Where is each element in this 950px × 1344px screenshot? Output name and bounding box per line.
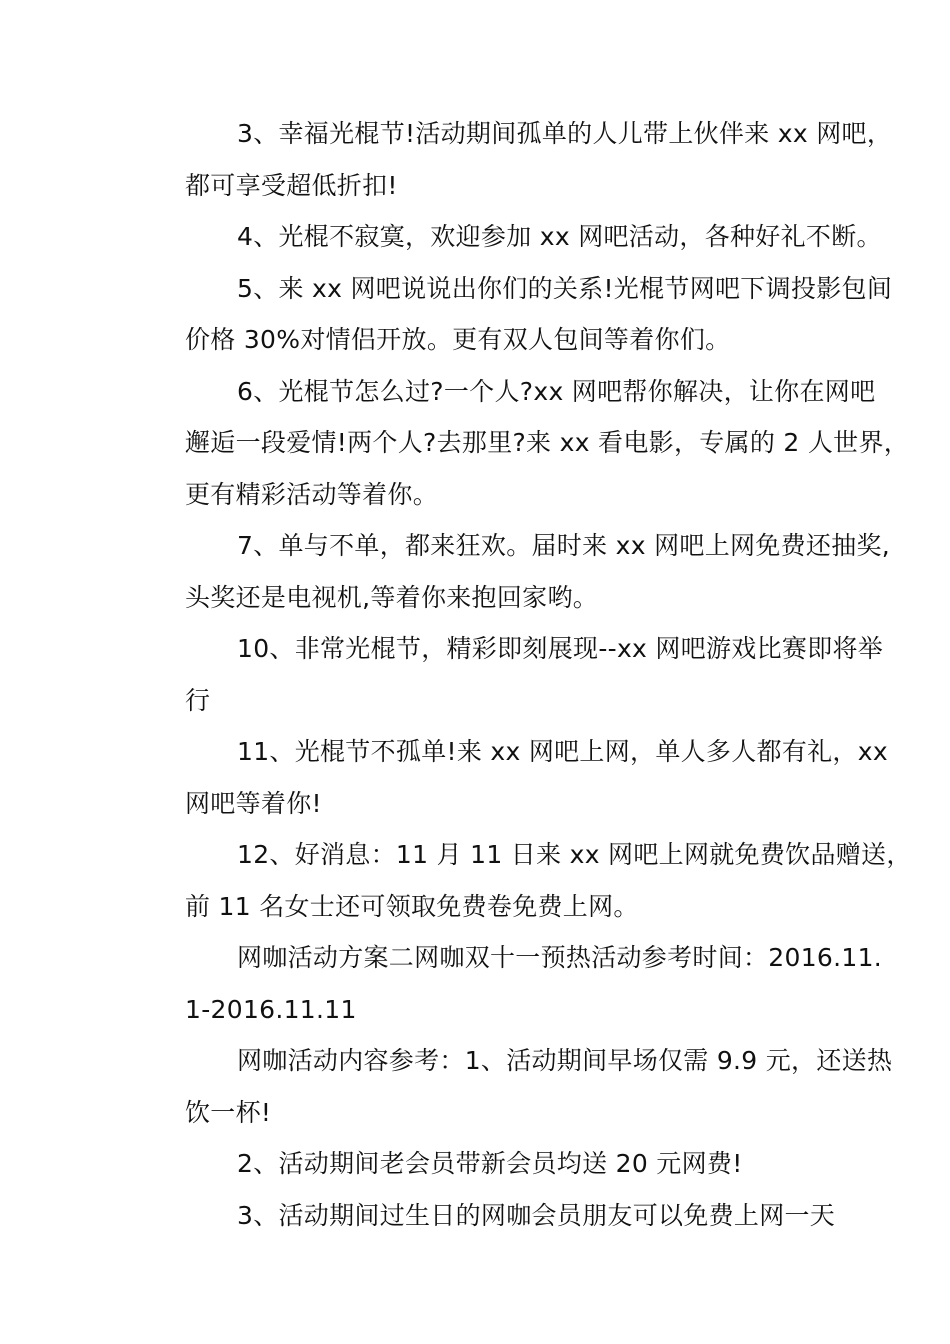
paragraph-line: 6、光棍节怎么过?一个人?xx 网吧帮你解决，让你在网吧 bbox=[237, 376, 876, 406]
paragraph-line: 邂逅一段爱情!两个人?去那里?来 xx 看电影，专属的 2 人世界， bbox=[185, 428, 910, 457]
paragraph-item-4 bbox=[133, 211, 882, 263]
paragraph-item-11 bbox=[133, 726, 888, 829]
paragraph-plan-two-item-2 bbox=[133, 1138, 833, 1190]
paragraph-line: 12、好消息：11 月 11 日来 xx 网吧上网就免费饮品赠送， bbox=[237, 840, 912, 869]
paragraph-plan-two-item-3 bbox=[133, 1190, 836, 1242]
paragraph-line: 5、来 xx 网吧说说出你们的关系!光棍节网吧下调投影包间 bbox=[237, 273, 893, 303]
paragraph-item-3 bbox=[133, 108, 893, 211]
paragraph-line: 11、光棍节不孤单!来 xx 网吧上网，单人多人都有礼，xx bbox=[237, 737, 888, 766]
paragraph-line: 1-2016.11.11 bbox=[185, 994, 357, 1024]
paragraph-item-7 bbox=[133, 520, 891, 623]
paragraph-item-6 bbox=[133, 366, 910, 521]
paragraph-line: 价格 30%对情侣开放。更有双人包间等着你们。 bbox=[185, 325, 731, 354]
paragraph-line: 更有精彩活动等着你。 bbox=[185, 479, 439, 509]
paragraph-item-12 bbox=[133, 829, 912, 932]
paragraph-line: 10、非常光棍节，精彩即刻展现--xx 网吧游戏比赛即将举 bbox=[237, 634, 884, 663]
paragraph-line: 网咖活动内容参考：1、活动期间早场仅需 9.9 元，还送热 bbox=[237, 1046, 893, 1075]
document-body bbox=[133, 108, 912, 1241]
paragraph-item-5 bbox=[133, 263, 893, 366]
paragraph-plan-two-content bbox=[133, 1035, 893, 1138]
paragraph-line: 网吧等着你! bbox=[185, 788, 322, 818]
paragraph-line: 饮一杯! bbox=[185, 1097, 272, 1127]
paragraph-line: 头奖还是电视机,等着你来抱回家哟。 bbox=[185, 582, 599, 612]
paragraph-line: 前 11 名女士还可领取免费卷免费上网。 bbox=[185, 891, 639, 921]
paragraph-line: 4、光棍不寂寞，欢迎参加 xx 网吧活动，各种好礼不断。 bbox=[237, 222, 882, 251]
paragraph-line: 行 bbox=[185, 685, 211, 715]
paragraph-line: 3、幸福光棍节!活动期间孤单的人儿带上伙伴来 xx 网吧， bbox=[237, 119, 893, 148]
paragraph-line: 都可享受超低折扣! bbox=[185, 170, 398, 200]
paragraph-line: 7、单与不单，都来狂欢。届时来 xx 网吧上网免费还抽奖, bbox=[237, 531, 891, 560]
paragraph-item-10 bbox=[133, 623, 884, 726]
paragraph-line: 2、活动期间老会员带新会员均送 20 元网费! bbox=[237, 1149, 743, 1178]
paragraph-line: 3、活动期间过生日的网咖会员朋友可以免费上网一天 bbox=[237, 1200, 836, 1230]
paragraph-line: 网咖活动方案二网咖双十一预热活动参考时间：2016.11. bbox=[237, 943, 883, 972]
paragraph-plan-two-time bbox=[133, 932, 883, 1035]
